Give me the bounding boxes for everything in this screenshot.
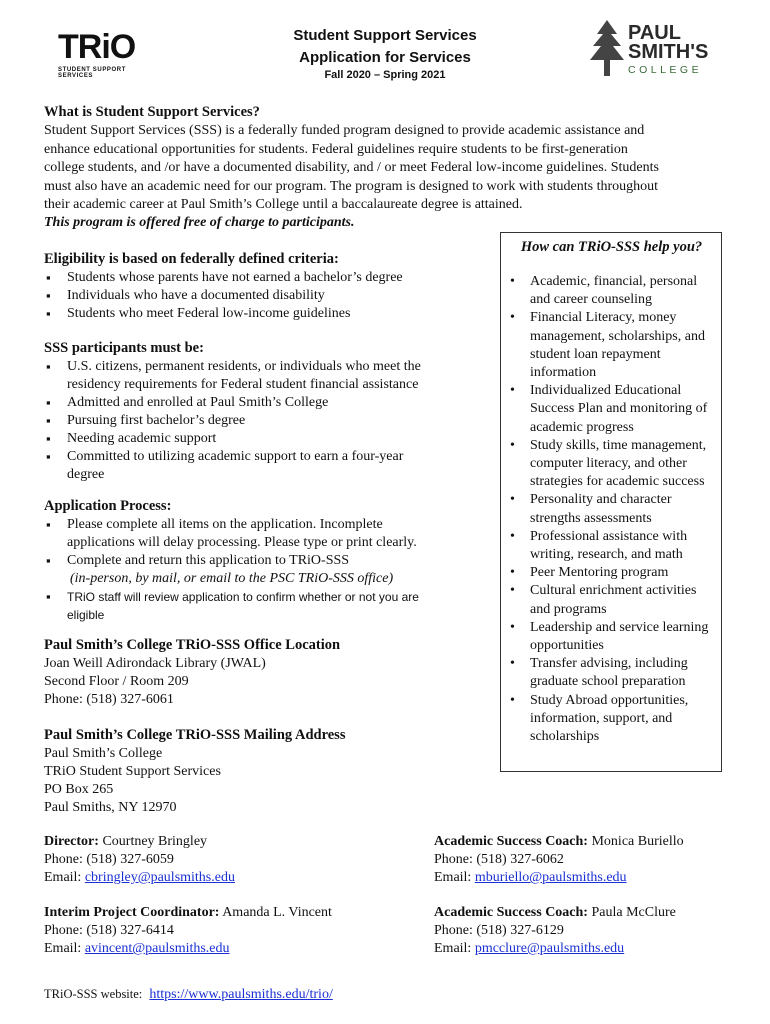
- term-label: Fall 2020 – Spring 2021: [324, 69, 446, 81]
- contact-phone: Phone: (518) 327-6059: [44, 852, 174, 867]
- pine-tree-icon: [588, 18, 626, 80]
- help-box: [500, 232, 722, 772]
- list-item: ▪ Pursuing first bachelor’s degree: [44, 412, 454, 430]
- help-list: [503, 273, 715, 746]
- contact-name: Monica Buriello: [587, 834, 684, 849]
- list-item: • Cultural enrichment activities and programs: [503, 582, 715, 618]
- mailing-heading: Paul Smith’s College TRiO-SSS Mailing Address: [44, 727, 346, 743]
- email-label: Email:: [44, 870, 85, 885]
- trio-logo-text: TRiO: [58, 28, 136, 66]
- paul-smiths-college-logo: [588, 18, 728, 82]
- trio-logo-subtitle: STUDENT SUPPORT SERVICES: [58, 67, 127, 79]
- eligibility-heading: Eligibility is based on federally defined criteria:: [44, 251, 339, 267]
- contact-phone: Phone: (518) 327-6129: [434, 923, 564, 938]
- office-line: Joan Weill Adirondack Library (JWAL): [44, 656, 266, 671]
- contact-name: Paula McClure: [587, 905, 676, 920]
- list-item: ▪ Individuals who have a documented disability: [44, 287, 474, 305]
- list-item: ▪ Admitted and enrolled at Paul Smith’s College: [44, 394, 454, 412]
- contact-phone: Phone: (518) 327-6062: [434, 852, 564, 867]
- intro-line: Student Support Services (SSS) is a federally funded program designed to provide academic assistance and: [44, 123, 645, 138]
- office-heading: Paul Smith’s College TRiO-SSS Office Location: [44, 637, 341, 653]
- application-item2-note: (in-person, by mail, or email to the PSC TRiO-SSS office): [70, 571, 394, 586]
- participants-heading: SSS participants must be:: [44, 340, 204, 356]
- contact-role: Director:: [44, 834, 99, 849]
- contact-director: [44, 833, 235, 887]
- psc-logo-line2: SMITH'S: [628, 41, 709, 63]
- contact-success-coach-2: [434, 904, 676, 958]
- list-item: [44, 552, 464, 588]
- psc-logo-line3: COLLEGE: [628, 64, 703, 76]
- intro-line: college students, and /or have a documented disability, and / or meet Federal low-income guidelines. Students: [44, 160, 659, 176]
- email-label: Email:: [44, 941, 85, 956]
- list-item: ▪ U.S. citizens, permanent residents, or individuals who meet the residency requirements for Federal student financial assistance: [44, 358, 454, 394]
- website-label: TRiO-SSS website:: [44, 987, 143, 1001]
- list-item: • Individualized Educational Success Plan and monitoring of academic progress: [503, 382, 715, 437]
- application-list: [44, 516, 464, 624]
- list-item: • Transfer advising, including graduate school preparation: [503, 655, 715, 691]
- contact-email-link[interactable]: avincent@paulsmiths.edu: [84, 941, 230, 956]
- contact-role: Academic Success Coach:: [434, 905, 588, 920]
- list-item: • Leadership and service learning opportunities: [503, 619, 715, 655]
- website-link[interactable]: https://www.paulsmiths.edu/trio/: [149, 987, 333, 1002]
- office-line: Second Floor / Room 209: [44, 674, 189, 689]
- mailing-line: TRiO Student Support Services: [44, 764, 221, 779]
- list-item: • Academic, financial, personal and career counseling: [503, 273, 715, 309]
- contact-name: Courtney Bringley: [98, 834, 208, 849]
- intro-line: must also have an academic need for our program. The program is designed to work with students throughout: [44, 178, 659, 194]
- list-item: ▪ TRiO staff will review application to confirm whether or not you are eligible: [44, 588, 457, 624]
- list-item: • Professional assistance with writing, research, and math: [503, 528, 715, 564]
- psc-logo-line1: PAUL: [628, 22, 681, 44]
- list-item: • Personality and character strengths assessments: [503, 491, 715, 527]
- application-item2-text: ▪ Complete and return this application to TRiO-SSS: [67, 553, 350, 568]
- list-item: ▪ Committed to utilizing academic support to earn a four-year degree: [44, 448, 437, 484]
- help-box-heading: How can TRiO-SSS help you?: [520, 239, 703, 255]
- mailing-line: Paul Smith’s College: [44, 746, 163, 761]
- mailing-line: Paul Smiths, NY 12970: [44, 800, 177, 815]
- document-title: Student Support Services: [293, 27, 477, 44]
- intro-heading: What is Student Support Services?: [44, 104, 260, 120]
- contact-role: Academic Success Coach:: [434, 834, 588, 849]
- office-address: [44, 655, 266, 709]
- participants-list: [44, 358, 454, 484]
- contact-email-link[interactable]: pmcclure@paulsmiths.edu: [474, 941, 625, 956]
- eligibility-list: [44, 269, 474, 323]
- list-item: ▪ Please complete all items on the application. Incomplete applications will delay processing. Please type or print clearly.: [44, 516, 452, 552]
- office-line: Phone: (518) 327-6061: [44, 692, 174, 707]
- list-item: ▪ Needing academic support: [44, 430, 454, 448]
- intro-line: their academic career at Paul Smith’s College until a baccalaureate degree is attained.: [44, 197, 523, 213]
- trio-logo: [58, 30, 158, 82]
- contact-project-coordinator: [44, 904, 332, 958]
- mailing-address: [44, 745, 221, 817]
- list-item: • Peer Mentoring program: [503, 564, 715, 582]
- intro-paragraph: [44, 122, 744, 215]
- application-heading: Application Process:: [44, 498, 172, 514]
- contact-phone: Phone: (518) 327-6414: [44, 923, 174, 938]
- mailing-line: PO Box 265: [44, 782, 114, 797]
- list-item: ▪ Students who meet Federal low-income guidelines: [44, 305, 474, 323]
- contact-name: Amanda L. Vincent: [219, 905, 332, 920]
- list-item: • Financial Literacy, money management, scholarships, and student loan repayment information: [503, 309, 715, 382]
- contact-role: Interim Project Coordinator:: [44, 905, 220, 920]
- intro-line: enhance educational opportunities for students. Federal guidelines require students to be first-generation: [44, 141, 628, 157]
- list-item: • Study Abroad opportunities, information, support, and scholarships: [503, 692, 715, 747]
- contact-success-coach-1: [434, 833, 684, 887]
- free-note: This program is offered free of charge to participants.: [44, 215, 355, 230]
- list-item: ▪ Students whose parents have not earned a bachelor’s degree: [44, 269, 474, 287]
- document-subtitle: Application for Services: [299, 49, 471, 66]
- email-label: Email:: [434, 941, 475, 956]
- email-label: Email:: [434, 870, 475, 885]
- website-line: [44, 987, 333, 1003]
- contact-email-link[interactable]: cbringley@paulsmiths.edu: [84, 870, 235, 885]
- list-item: • Study skills, time management, computer literacy, and other strategies for academic success: [503, 437, 715, 492]
- contact-email-link[interactable]: mburiello@paulsmiths.edu: [474, 870, 627, 885]
